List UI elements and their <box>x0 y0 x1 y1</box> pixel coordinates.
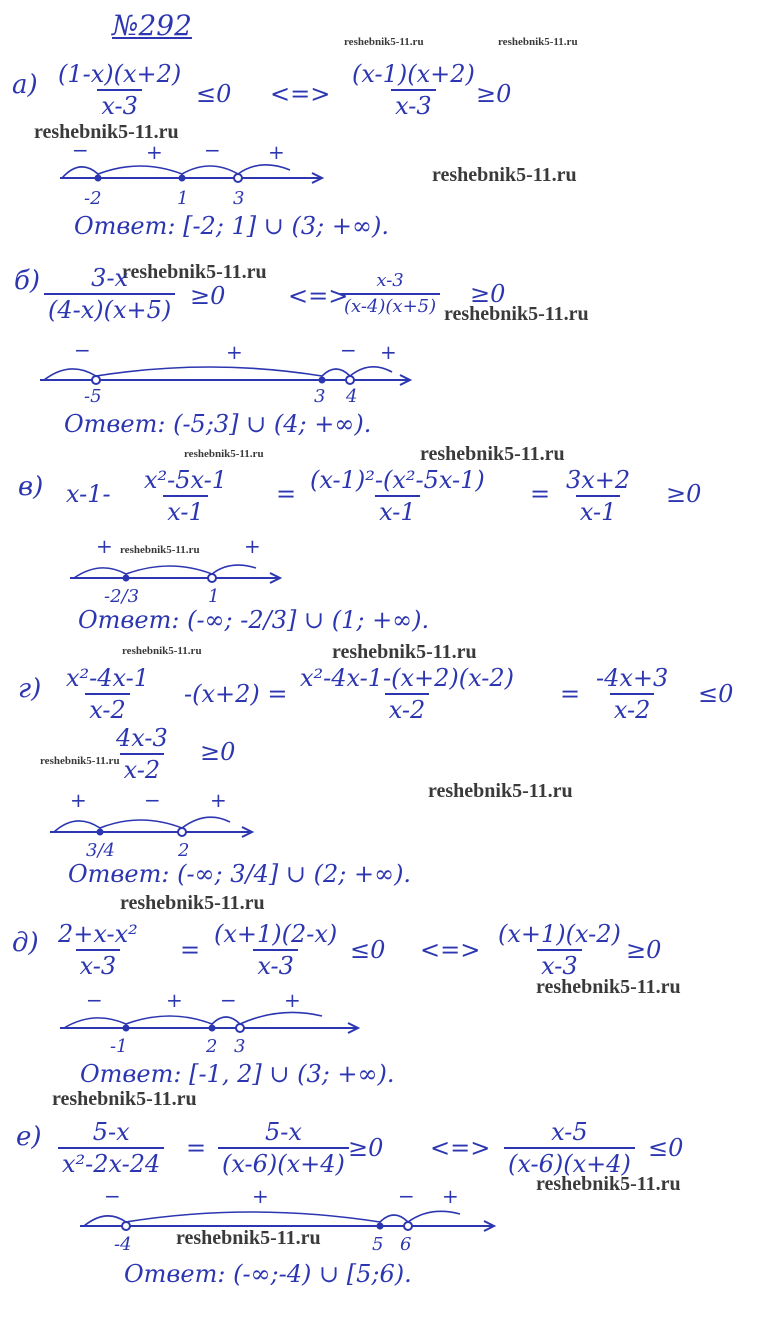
numerator: 2+x-x² <box>58 920 138 948</box>
relation: ≤0 <box>196 80 232 108</box>
watermark: reshebnik5-11.ru <box>444 303 589 325</box>
numerator: (x-1)²-(x²-5x-1) <box>310 466 485 494</box>
point-label: 4 <box>346 386 358 407</box>
interval-sign: + <box>70 788 87 812</box>
point-label: 3 <box>234 1036 246 1057</box>
equivalence-symbol: <=> <box>430 1134 491 1162</box>
fraction <box>592 666 672 722</box>
watermark: reshebnik5-11.ru <box>176 1227 321 1249</box>
numerator: 5-x <box>264 1118 302 1146</box>
watermark: reshebnik5-11.ru <box>498 36 578 48</box>
denominator: (x-4)(x+5) <box>340 293 440 316</box>
relation: ≤0 <box>698 680 734 708</box>
numerator: 4x-3 <box>116 724 168 752</box>
interval-sign: − <box>398 1184 415 1208</box>
watermark: reshebnik5-11.ru <box>536 1173 681 1195</box>
watermark: reshebnik5-11.ru <box>34 121 179 143</box>
interval-sign: − <box>220 988 237 1012</box>
relation: ≥0 <box>190 282 226 310</box>
equivalence-symbol: <=> <box>420 936 481 964</box>
fraction <box>562 468 634 524</box>
numerator: (x+1)(x-2) <box>498 920 621 948</box>
interval-sign: + <box>210 788 227 812</box>
equals-sign: = <box>560 680 581 708</box>
point-label: -2/3 <box>104 586 140 607</box>
fraction <box>44 266 175 322</box>
relation: ≥0 <box>666 480 702 508</box>
denominator: x-2 <box>85 693 130 722</box>
denominator: x-1 <box>375 495 420 524</box>
point-label: 3 <box>233 188 245 209</box>
interval-sign: + <box>442 1184 459 1208</box>
part-label-g: г) <box>18 674 42 704</box>
interval-sign: + <box>252 1184 269 1208</box>
point-label: 1 <box>177 188 189 209</box>
answer: Ответ: (-5;3] ∪ (4; +∞). <box>64 410 372 438</box>
denominator: x-3 <box>391 89 436 118</box>
point-label: 6 <box>400 1234 412 1255</box>
point-label: -5 <box>84 386 102 407</box>
numerator: x²-5x-1 <box>144 466 228 494</box>
watermark: reshebnik5-11.ru <box>536 976 681 998</box>
watermark: reshebnik5-11.ru <box>52 1088 197 1110</box>
numerator: 3x+2 <box>566 466 631 494</box>
interval-sign: − <box>144 788 161 812</box>
relation: ≥0 <box>470 280 506 308</box>
denominator: (x-6)(x+4) <box>504 1147 635 1176</box>
fraction <box>340 272 440 316</box>
part-label-v: в) <box>18 472 44 502</box>
denominator: (4-x)(x+5) <box>44 293 175 322</box>
interval-sign: + <box>166 988 183 1012</box>
part-label-e: е) <box>16 1122 42 1152</box>
equals-sign: = <box>180 936 201 964</box>
fraction <box>306 468 489 524</box>
watermark: reshebnik5-11.ru <box>428 780 573 802</box>
denominator: x-3 <box>76 949 121 978</box>
equals-sign: = <box>276 480 297 508</box>
watermark: reshebnik5-11.ru <box>344 36 424 48</box>
denominator: x-3 <box>537 949 582 978</box>
numerator: (x+1)(2-x) <box>214 920 338 948</box>
denominator: x-3 <box>253 949 298 978</box>
relation: ≤0 <box>648 1134 684 1162</box>
denominator: x-3 <box>97 89 142 118</box>
interval-sign: + <box>380 340 397 364</box>
numerator: 5-x <box>92 1118 130 1146</box>
denominator: x-1 <box>576 495 621 524</box>
interval-sign: + <box>226 340 243 364</box>
answer: Ответ: [-2; 1] ∪ (3; +∞). <box>74 212 389 240</box>
point-label: -4 <box>114 1234 132 1255</box>
point-label: 3 <box>314 386 326 407</box>
denominator: x-2 <box>120 753 165 782</box>
watermark: reshebnik5-11.ru <box>420 443 565 465</box>
point-label: -1 <box>110 1036 128 1057</box>
answer: Ответ: [-1, 2] ∪ (3; +∞). <box>80 1060 395 1088</box>
denominator: x-2 <box>385 693 430 722</box>
part-label-d: д) <box>12 928 39 958</box>
fraction <box>348 62 479 118</box>
denominator: x²-2x-24 <box>58 1147 164 1176</box>
point-label: 3/4 <box>86 840 115 861</box>
point-label: -2 <box>84 188 102 209</box>
numerator: -4x+3 <box>596 664 669 692</box>
numerator: x²-4x-1 <box>66 664 150 692</box>
fraction <box>62 666 153 722</box>
relation: ≥0 <box>476 80 512 108</box>
numerator: x-3 <box>376 270 404 291</box>
answer: Ответ: (-∞; -2/3] ∪ (1; +∞). <box>78 606 430 634</box>
interval-sign: − <box>74 338 91 362</box>
watermark: reshebnik5-11.ru <box>122 645 202 657</box>
watermark: reshebnik5-11.ru <box>332 641 477 663</box>
number-line <box>70 1198 530 1238</box>
watermark: reshebnik5-11.ru <box>120 544 200 556</box>
numerator: x²-4x-1-(x+2)(x-2) <box>300 664 514 692</box>
interval-sign: + <box>146 140 163 164</box>
relation: ≥0 <box>348 1134 384 1162</box>
numerator: (x-1)(x+2) <box>352 60 475 88</box>
relation: ≥0 <box>626 936 662 964</box>
numerator: x-5 <box>551 1118 588 1146</box>
equals-sign: = <box>186 1134 207 1162</box>
interval-sign: + <box>96 534 113 558</box>
denominator: x-1 <box>163 495 208 524</box>
point-label: 2 <box>178 840 190 861</box>
expression-middle: -(x+2) = <box>184 680 288 708</box>
point-label: 2 <box>206 1036 218 1057</box>
fraction <box>494 922 625 978</box>
answer: Ответ: (-∞; 3/4] ∪ (2; +∞). <box>68 860 412 888</box>
watermark: reshebnik5-11.ru <box>184 448 264 460</box>
watermark: reshebnik5-11.ru <box>432 164 577 186</box>
fraction <box>296 666 518 722</box>
equals-sign: = <box>530 480 551 508</box>
interval-sign: − <box>204 138 221 162</box>
numerator: 3-x <box>91 264 129 292</box>
interval-sign: + <box>284 988 301 1012</box>
denominator: x-2 <box>610 693 655 722</box>
watermark: reshebnik5-11.ru <box>122 261 267 283</box>
equivalence-symbol: <=> <box>270 80 331 108</box>
interval-sign: − <box>86 988 103 1012</box>
answer: Ответ: (-∞;-4) ∪ [5;6). <box>124 1260 412 1288</box>
denominator: (x-6)(x+4) <box>218 1147 349 1176</box>
point-label: 1 <box>208 586 220 607</box>
watermark: reshebnik5-11.ru <box>40 755 120 767</box>
part-label-a: а) <box>12 70 38 100</box>
point-label: 5 <box>372 1234 384 1255</box>
fraction <box>54 62 185 118</box>
interval-sign: − <box>340 338 357 362</box>
relation: ≤0 <box>350 936 386 964</box>
watermark: reshebnik5-11.ru <box>120 892 265 914</box>
fraction <box>504 1120 635 1176</box>
numerator: (1-x)(x+2) <box>58 60 182 88</box>
task-number: №292 <box>112 9 192 42</box>
fraction <box>218 1120 349 1176</box>
equivalence-symbol: <=> <box>288 282 349 310</box>
fraction <box>210 922 341 978</box>
interval-sign: − <box>72 138 89 162</box>
expression-prefix: x-1- <box>66 480 111 508</box>
fraction <box>58 1120 164 1176</box>
interval-sign: + <box>268 140 285 164</box>
fraction <box>54 922 142 978</box>
fraction <box>112 726 172 782</box>
relation: ≥0 <box>200 738 236 766</box>
interval-sign: − <box>104 1184 121 1208</box>
interval-sign: + <box>244 534 261 558</box>
fraction <box>140 468 231 524</box>
part-label-b: б) <box>14 266 41 296</box>
